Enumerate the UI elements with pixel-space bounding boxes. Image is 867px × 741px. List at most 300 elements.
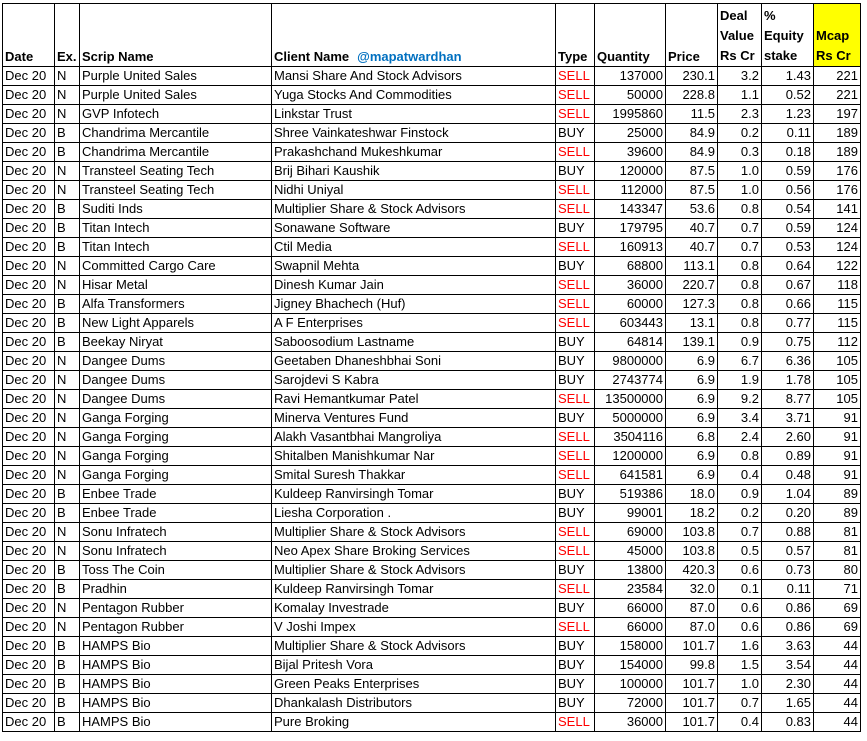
cell-date: Dec 20 xyxy=(3,428,55,447)
cell-price: 87.0 xyxy=(666,599,718,618)
cell-deal-value: 3.2 xyxy=(718,67,762,86)
cell-quantity: 120000 xyxy=(595,162,666,181)
cell-equity-stake: 0.48 xyxy=(762,466,814,485)
cell-quantity: 36000 xyxy=(595,713,666,732)
cell-date: Dec 20 xyxy=(3,409,55,428)
header-quantity: Quantity xyxy=(595,4,666,67)
cell-client-name: Shitalben Manishkumar Nar xyxy=(272,447,556,466)
cell-equity-stake: 0.52 xyxy=(762,86,814,105)
cell-quantity: 143347 xyxy=(595,200,666,219)
cell-client-name: Jigney Bhachech (Huf) xyxy=(272,295,556,314)
cell-date: Dec 20 xyxy=(3,295,55,314)
cell-client-name: Green Peaks Enterprises xyxy=(272,675,556,694)
cell-mcap: 189 xyxy=(814,143,861,162)
cell-client-name: Mansi Share And Stock Advisors xyxy=(272,67,556,86)
cell-equity-stake: 0.86 xyxy=(762,599,814,618)
cell-equity-stake: 6.36 xyxy=(762,352,814,371)
cell-scrip-name: Ganga Forging xyxy=(80,447,272,466)
cell-equity-stake: 1.04 xyxy=(762,485,814,504)
cell-quantity: 36000 xyxy=(595,276,666,295)
cell-date: Dec 20 xyxy=(3,314,55,333)
cell-price: 11.5 xyxy=(666,105,718,124)
table-row xyxy=(3,447,861,466)
cell-quantity: 66000 xyxy=(595,618,666,637)
cell-quantity: 1200000 xyxy=(595,447,666,466)
cell-quantity: 68800 xyxy=(595,257,666,276)
cell-deal-value: 1.6 xyxy=(718,637,762,656)
cell-client-name: Sonawane Software xyxy=(272,219,556,238)
cell-exchange: N xyxy=(55,86,80,105)
header-mcap-line2: Rs Cr xyxy=(816,48,851,63)
header-client-name xyxy=(272,4,556,67)
cell-equity-stake: 0.86 xyxy=(762,618,814,637)
cell-exchange: B xyxy=(55,143,80,162)
cell-scrip-name: Chandrima Mercantile xyxy=(80,124,272,143)
header-deal-value-line1: Deal xyxy=(720,8,748,23)
table-row xyxy=(3,618,861,637)
cell-mcap: 112 xyxy=(814,333,861,352)
table-row xyxy=(3,67,861,86)
cell-type: BUY xyxy=(556,352,595,371)
cell-quantity: 72000 xyxy=(595,694,666,713)
table-row xyxy=(3,86,861,105)
cell-scrip-name: Enbee Trade xyxy=(80,504,272,523)
cell-type: BUY xyxy=(556,333,595,352)
cell-price: 101.7 xyxy=(666,637,718,656)
cell-equity-stake: 0.56 xyxy=(762,181,814,200)
cell-mcap: 91 xyxy=(814,428,861,447)
table-row xyxy=(3,523,861,542)
cell-quantity: 23584 xyxy=(595,580,666,599)
cell-deal-value: 1.1 xyxy=(718,86,762,105)
table-row xyxy=(3,219,861,238)
cell-price: 103.8 xyxy=(666,542,718,561)
header-row xyxy=(3,4,861,67)
cell-mcap: 44 xyxy=(814,675,861,694)
header-deal-value-line2: Value xyxy=(720,28,754,43)
cell-client-name: Swapnil Mehta xyxy=(272,257,556,276)
cell-quantity: 158000 xyxy=(595,637,666,656)
cell-mcap: 115 xyxy=(814,295,861,314)
cell-exchange: B xyxy=(55,580,80,599)
header-deal-value xyxy=(718,4,762,67)
cell-scrip-name: Dangee Dums xyxy=(80,352,272,371)
cell-scrip-name: HAMPS Bio xyxy=(80,694,272,713)
cell-scrip-name: Pradhin xyxy=(80,580,272,599)
cell-exchange: B xyxy=(55,694,80,713)
cell-date: Dec 20 xyxy=(3,105,55,124)
header-equity-line1: % xyxy=(764,8,776,23)
cell-price: 228.8 xyxy=(666,86,718,105)
cell-deal-value: 1.9 xyxy=(718,371,762,390)
cell-scrip-name: GVP Infotech xyxy=(80,105,272,124)
table-row xyxy=(3,352,861,371)
cell-client-name: Komalay Investrade xyxy=(272,599,556,618)
cell-mcap: 221 xyxy=(814,86,861,105)
cell-quantity: 519386 xyxy=(595,485,666,504)
cell-deal-value: 0.9 xyxy=(718,485,762,504)
cell-type: SELL xyxy=(556,67,595,86)
cell-quantity: 137000 xyxy=(595,67,666,86)
cell-quantity: 39600 xyxy=(595,143,666,162)
cell-type: BUY xyxy=(556,409,595,428)
table-row xyxy=(3,656,861,675)
cell-quantity: 60000 xyxy=(595,295,666,314)
cell-equity-stake: 0.66 xyxy=(762,295,814,314)
cell-date: Dec 20 xyxy=(3,124,55,143)
table-row xyxy=(3,504,861,523)
cell-date: Dec 20 xyxy=(3,542,55,561)
header-date: Date xyxy=(3,4,55,67)
table-row xyxy=(3,599,861,618)
cell-client-name: Neo Apex Share Broking Services xyxy=(272,542,556,561)
cell-price: 84.9 xyxy=(666,124,718,143)
cell-equity-stake: 0.53 xyxy=(762,238,814,257)
cell-date: Dec 20 xyxy=(3,637,55,656)
cell-price: 40.7 xyxy=(666,219,718,238)
cell-price: 420.3 xyxy=(666,561,718,580)
cell-deal-value: 1.5 xyxy=(718,656,762,675)
cell-exchange: N xyxy=(55,105,80,124)
cell-quantity: 9800000 xyxy=(595,352,666,371)
cell-type: BUY xyxy=(556,219,595,238)
header-type: Type xyxy=(556,4,595,67)
header-equity-line3: stake xyxy=(764,48,798,63)
cell-client-name: Ravi Hemantkumar Patel xyxy=(272,390,556,409)
cell-equity-stake: 0.77 xyxy=(762,314,814,333)
cell-quantity: 112000 xyxy=(595,181,666,200)
cell-quantity: 13500000 xyxy=(595,390,666,409)
cell-scrip-name: Alfa Transformers xyxy=(80,295,272,314)
cell-quantity: 641581 xyxy=(595,466,666,485)
cell-scrip-name: New Light Apparels xyxy=(80,314,272,333)
cell-exchange: N xyxy=(55,257,80,276)
cell-price: 101.7 xyxy=(666,713,718,732)
cell-equity-stake: 1.23 xyxy=(762,105,814,124)
cell-exchange: B xyxy=(55,504,80,523)
cell-mcap: 44 xyxy=(814,694,861,713)
cell-date: Dec 20 xyxy=(3,219,55,238)
cell-type: SELL xyxy=(556,523,595,542)
cell-type: SELL xyxy=(556,86,595,105)
cell-exchange: N xyxy=(55,162,80,181)
cell-equity-stake: 0.59 xyxy=(762,162,814,181)
cell-price: 6.9 xyxy=(666,466,718,485)
cell-mcap: 189 xyxy=(814,124,861,143)
cell-type: BUY xyxy=(556,257,595,276)
cell-mcap: 115 xyxy=(814,314,861,333)
cell-deal-value: 0.8 xyxy=(718,200,762,219)
cell-mcap: 71 xyxy=(814,580,861,599)
cell-quantity: 3504116 xyxy=(595,428,666,447)
cell-client-name: Smital Suresh Thakkar xyxy=(272,466,556,485)
cell-price: 32.0 xyxy=(666,580,718,599)
cell-exchange: N xyxy=(55,447,80,466)
cell-scrip-name: HAMPS Bio xyxy=(80,637,272,656)
cell-deal-value: 1.0 xyxy=(718,162,762,181)
cell-date: Dec 20 xyxy=(3,618,55,637)
table-row xyxy=(3,143,861,162)
cell-client-name: Pure Broking xyxy=(272,713,556,732)
cell-price: 13.1 xyxy=(666,314,718,333)
cell-scrip-name: Ganga Forging xyxy=(80,409,272,428)
cell-date: Dec 20 xyxy=(3,580,55,599)
table-row xyxy=(3,124,861,143)
cell-price: 18.0 xyxy=(666,485,718,504)
cell-date: Dec 20 xyxy=(3,504,55,523)
cell-client-name: Ctil Media xyxy=(272,238,556,257)
cell-date: Dec 20 xyxy=(3,447,55,466)
deal-rows xyxy=(3,67,861,732)
cell-exchange: N xyxy=(55,466,80,485)
table-row xyxy=(3,371,861,390)
cell-client-name: Minerva Ventures Fund xyxy=(272,409,556,428)
cell-type: SELL xyxy=(556,143,595,162)
header-mcap xyxy=(814,4,861,67)
cell-date: Dec 20 xyxy=(3,694,55,713)
cell-scrip-name: Sonu Infratech xyxy=(80,542,272,561)
cell-date: Dec 20 xyxy=(3,390,55,409)
cell-type: SELL xyxy=(556,314,595,333)
cell-quantity: 154000 xyxy=(595,656,666,675)
header-equity-stake xyxy=(762,4,814,67)
cell-scrip-name: Transteel Seating Tech xyxy=(80,162,272,181)
cell-date: Dec 20 xyxy=(3,257,55,276)
cell-mcap: 221 xyxy=(814,67,861,86)
cell-equity-stake: 3.54 xyxy=(762,656,814,675)
cell-type: SELL xyxy=(556,447,595,466)
cell-deal-value: 6.7 xyxy=(718,352,762,371)
cell-mcap: 69 xyxy=(814,618,861,637)
cell-scrip-name: Dangee Dums xyxy=(80,390,272,409)
cell-date: Dec 20 xyxy=(3,466,55,485)
header-price: Price xyxy=(666,4,718,67)
cell-client-name: Dhankalash Distributors xyxy=(272,694,556,713)
cell-deal-value: 0.6 xyxy=(718,561,762,580)
table-row xyxy=(3,637,861,656)
cell-scrip-name: Committed Cargo Care xyxy=(80,257,272,276)
cell-price: 6.9 xyxy=(666,390,718,409)
cell-mcap: 91 xyxy=(814,447,861,466)
cell-client-name: A F Enterprises xyxy=(272,314,556,333)
cell-equity-stake: 0.11 xyxy=(762,580,814,599)
table-row xyxy=(3,580,861,599)
cell-deal-value: 0.8 xyxy=(718,257,762,276)
cell-exchange: B xyxy=(55,238,80,257)
table-row xyxy=(3,561,861,580)
cell-type: SELL xyxy=(556,542,595,561)
cell-type: BUY xyxy=(556,504,595,523)
cell-type: SELL xyxy=(556,276,595,295)
cell-mcap: 81 xyxy=(814,542,861,561)
table-row xyxy=(3,333,861,352)
cell-client-name: Multiplier Share & Stock Advisors xyxy=(272,561,556,580)
cell-deal-value: 0.6 xyxy=(718,618,762,637)
cell-type: SELL xyxy=(556,428,595,447)
cell-client-name: Nidhi Uniyal xyxy=(272,181,556,200)
cell-equity-stake: 3.71 xyxy=(762,409,814,428)
cell-exchange: N xyxy=(55,599,80,618)
cell-exchange: B xyxy=(55,200,80,219)
cell-type: SELL xyxy=(556,295,595,314)
cell-exchange: B xyxy=(55,675,80,694)
cell-deal-value: 0.7 xyxy=(718,523,762,542)
cell-equity-stake: 1.65 xyxy=(762,694,814,713)
table-row xyxy=(3,105,861,124)
cell-exchange: N xyxy=(55,523,80,542)
cell-exchange: N xyxy=(55,409,80,428)
cell-scrip-name: Titan Intech xyxy=(80,219,272,238)
cell-mcap: 118 xyxy=(814,276,861,295)
cell-type: SELL xyxy=(556,390,595,409)
cell-type: BUY xyxy=(556,694,595,713)
cell-deal-value: 0.1 xyxy=(718,580,762,599)
cell-exchange: N xyxy=(55,542,80,561)
cell-date: Dec 20 xyxy=(3,86,55,105)
cell-quantity: 13800 xyxy=(595,561,666,580)
cell-deal-value: 2.4 xyxy=(718,428,762,447)
cell-deal-value: 0.7 xyxy=(718,219,762,238)
cell-scrip-name: HAMPS Bio xyxy=(80,713,272,732)
cell-client-name: Multiplier Share & Stock Advisors xyxy=(272,523,556,542)
cell-scrip-name: Enbee Trade xyxy=(80,485,272,504)
cell-client-name: Bijal Pritesh Vora xyxy=(272,656,556,675)
table-row xyxy=(3,200,861,219)
cell-quantity: 179795 xyxy=(595,219,666,238)
cell-deal-value: 2.3 xyxy=(718,105,762,124)
cell-scrip-name: Purple United Sales xyxy=(80,86,272,105)
cell-deal-value: 0.8 xyxy=(718,295,762,314)
cell-exchange: N xyxy=(55,352,80,371)
cell-type: BUY xyxy=(556,656,595,675)
cell-scrip-name: Titan Intech xyxy=(80,238,272,257)
cell-date: Dec 20 xyxy=(3,599,55,618)
cell-equity-stake: 1.43 xyxy=(762,67,814,86)
cell-mcap: 141 xyxy=(814,200,861,219)
cell-quantity: 69000 xyxy=(595,523,666,542)
cell-scrip-name: HAMPS Bio xyxy=(80,656,272,675)
cell-price: 101.7 xyxy=(666,694,718,713)
cell-mcap: 81 xyxy=(814,523,861,542)
cell-deal-value: 0.5 xyxy=(718,542,762,561)
cell-client-name: Shree Vainkateshwar Finstock xyxy=(272,124,556,143)
cell-date: Dec 20 xyxy=(3,181,55,200)
cell-quantity: 99001 xyxy=(595,504,666,523)
cell-deal-value: 0.4 xyxy=(718,713,762,732)
cell-mcap: 176 xyxy=(814,181,861,200)
header-exchange: Ex. xyxy=(55,4,80,67)
cell-scrip-name: Pentagon Rubber xyxy=(80,599,272,618)
cell-type: BUY xyxy=(556,675,595,694)
cell-price: 6.9 xyxy=(666,352,718,371)
cell-mcap: 176 xyxy=(814,162,861,181)
cell-scrip-name: Chandrima Mercantile xyxy=(80,143,272,162)
cell-mcap: 122 xyxy=(814,257,861,276)
cell-deal-value: 0.9 xyxy=(718,333,762,352)
cell-mcap: 105 xyxy=(814,390,861,409)
table-row xyxy=(3,428,861,447)
cell-equity-stake: 0.83 xyxy=(762,713,814,732)
cell-equity-stake: 2.60 xyxy=(762,428,814,447)
cell-deal-value: 0.3 xyxy=(718,143,762,162)
cell-exchange: N xyxy=(55,67,80,86)
cell-type: BUY xyxy=(556,485,595,504)
cell-deal-value: 0.2 xyxy=(718,124,762,143)
table-row xyxy=(3,162,861,181)
cell-deal-value: 0.8 xyxy=(718,314,762,333)
cell-client-name: Dinesh Kumar Jain xyxy=(272,276,556,295)
cell-client-name: V Joshi Impex xyxy=(272,618,556,637)
cell-scrip-name: Transteel Seating Tech xyxy=(80,181,272,200)
cell-client-name: Liesha Corporation . xyxy=(272,504,556,523)
cell-equity-stake: 0.64 xyxy=(762,257,814,276)
cell-price: 40.7 xyxy=(666,238,718,257)
cell-equity-stake: 8.77 xyxy=(762,390,814,409)
cell-price: 127.3 xyxy=(666,295,718,314)
cell-quantity: 100000 xyxy=(595,675,666,694)
table-row xyxy=(3,466,861,485)
cell-equity-stake: 0.57 xyxy=(762,542,814,561)
cell-type: BUY xyxy=(556,637,595,656)
cell-mcap: 44 xyxy=(814,637,861,656)
cell-exchange: B xyxy=(55,333,80,352)
cell-equity-stake: 0.54 xyxy=(762,200,814,219)
cell-exchange: N xyxy=(55,371,80,390)
cell-date: Dec 20 xyxy=(3,67,55,86)
cell-client-name: Saboosodium Lastname xyxy=(272,333,556,352)
cell-price: 99.8 xyxy=(666,656,718,675)
cell-quantity: 50000 xyxy=(595,86,666,105)
cell-mcap: 80 xyxy=(814,561,861,580)
table-row xyxy=(3,542,861,561)
cell-price: 6.9 xyxy=(666,409,718,428)
cell-scrip-name: Sonu Infratech xyxy=(80,523,272,542)
cell-date: Dec 20 xyxy=(3,523,55,542)
cell-client-name: Sarojdevi S Kabra xyxy=(272,371,556,390)
cell-date: Dec 20 xyxy=(3,352,55,371)
cell-mcap: 124 xyxy=(814,238,861,257)
cell-price: 113.1 xyxy=(666,257,718,276)
cell-deal-value: 0.8 xyxy=(718,447,762,466)
cell-price: 220.7 xyxy=(666,276,718,295)
cell-equity-stake: 2.30 xyxy=(762,675,814,694)
cell-client-name: Alakh Vasantbhai Mangroliya xyxy=(272,428,556,447)
cell-deal-value: 1.0 xyxy=(718,675,762,694)
cell-scrip-name: Ganga Forging xyxy=(80,428,272,447)
cell-exchange: N xyxy=(55,276,80,295)
cell-quantity: 603443 xyxy=(595,314,666,333)
cell-date: Dec 20 xyxy=(3,276,55,295)
cell-price: 139.1 xyxy=(666,333,718,352)
cell-exchange: N xyxy=(55,181,80,200)
cell-scrip-name: Ganga Forging xyxy=(80,466,272,485)
twitter-handle: @mapatwardhan xyxy=(357,49,462,64)
table-row xyxy=(3,675,861,694)
cell-scrip-name: Toss The Coin xyxy=(80,561,272,580)
cell-scrip-name: Hisar Metal xyxy=(80,276,272,295)
cell-quantity: 25000 xyxy=(595,124,666,143)
header-mcap-line1: Mcap xyxy=(816,28,850,43)
cell-equity-stake: 1.78 xyxy=(762,371,814,390)
table-row xyxy=(3,238,861,257)
cell-client-name: Multiplier Share & Stock Advisors xyxy=(272,200,556,219)
cell-equity-stake: 0.75 xyxy=(762,333,814,352)
cell-price: 84.9 xyxy=(666,143,718,162)
cell-scrip-name: Purple United Sales xyxy=(80,67,272,86)
cell-type: BUY xyxy=(556,561,595,580)
header-equity-line2: Equity xyxy=(764,28,804,43)
cell-quantity: 2743774 xyxy=(595,371,666,390)
